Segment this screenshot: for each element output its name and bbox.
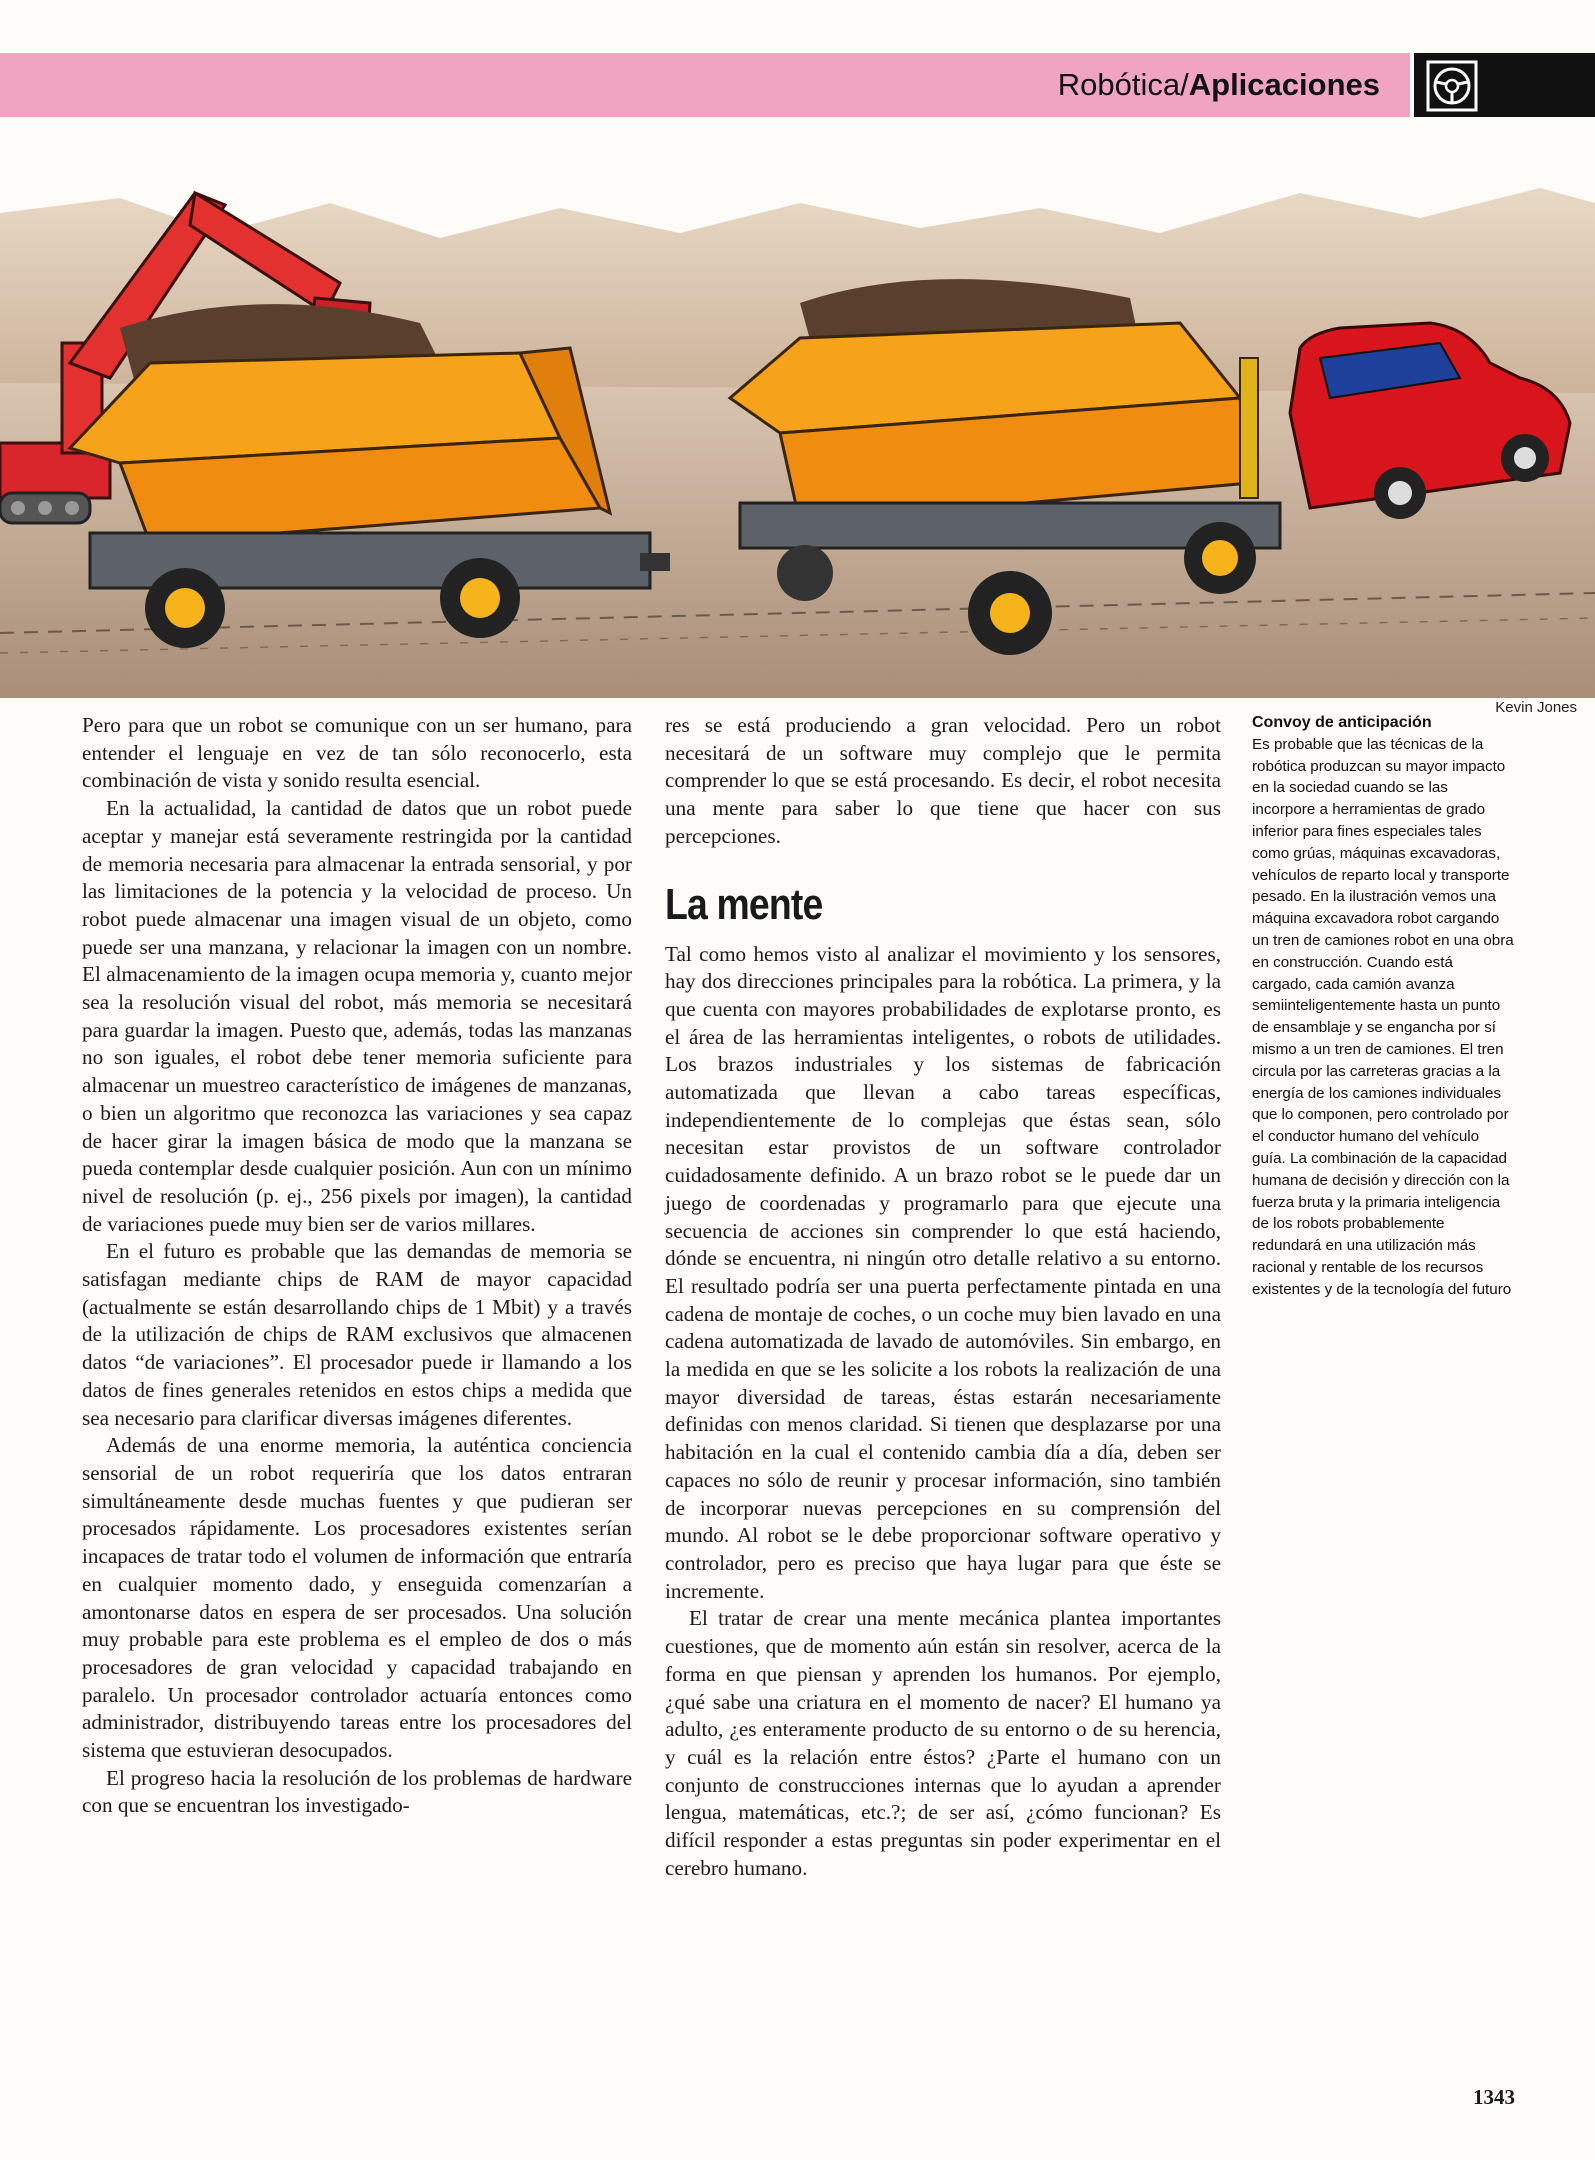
paragraph: El progreso hacia la resolución de los problemas de hardware con que se encuentran los investigado- [82,1765,632,1818]
paragraph: Tal como hemos visto al analizar el movimiento y los sensores, hay dos direcciones principales para la robótica. La primera, y la que cuenta con mayores probabilidades de explotarse pronto, es el área de las herramientas inteligentes, o robots de utilidades. Los brazos industriales y los sistemas de fabricación automatizada que llevan a cabo tareas específicas, independientemente de lo complejas que éstas sean, sólo necesitan estar provistos de un software controlador cuidadosamente definido. A un brazo robot se le puede dar un juego de coordenadas y programarlo para que ejecute una secuencia de acciones sin comprender lo que está haciendo, dónde se encuentra, ni ningún otro detalle relativo a su entorno. El resultado podría ser una puerta perfectamente pintada en una cadena de montaje de coches, o un coche muy bien lavado en una cadena automatizada de lavado de automóviles. Sin embargo, en la medida en que se les solicite a los robots la realización de una mayor diversidad de tareas, éstas estarán necesariamente definidas con menos claridad. Si tienen que desplazarse por una habitación en la cual el contenido cambia día a día, deben ser capaces no sólo de reunir y procesar información, sino también de incorporar nuevas percepciones en su comprensión del mundo. Al robot se le debe proporcionar software operativo y controlador, pero es preciso que haya lugar para que éste se incremente. [665,941,1221,1603]
paragraph: En la actualidad, la cantidad de datos que un robot puede aceptar y manejar está severamente restringida por la cantidad de memoria necesaria para almacenar la entrada sensorial, y por las limitaciones de la potencia y la velocidad de proceso. Un robot puede almacenar una imagen visual de un objeto, como puede ser una manzana, y relacionar la imagen con un nombre. El almacenamiento de la imagen ocupa memoria y, cuanto mejor sea la resolución visual del robot, más memoria se necesitará para guardar la imagen. Puesto que, además, todas las manzanas no son iguales, el robot debe tener memoria suficiente para almacenar un muestreo característico de imágenes de manzanas, o bien un algoritmo que reconozca las variaciones y sea capaz de hacer girar la imagen básica de modo que la manzana se pueda contemplar desde cualquier posición. Aun con un mínimo nivel de resolución (p. ej., 256 pixels por imagen), la cantidad de variaciones puede muy bien ser de varios millares. [82,796,632,1236]
page-number: 1343 [1473,2085,1515,2109]
paragraph: Además de una enorme memoria, la auténtica conciencia sensorial de un robot requeriría que los datos entraran simultáneamente desde muchas fuentes y que pudieran ser procesados rápidamente. Los procesadores existentes serían incapaces de tratar todo el volumen de información que entraría en cualquier momento dado, y enseguida comenzarían a amontonarse datos en espera de ser procesados. Una solución muy probable para este problema es el empleo de dos o más procesadores de gran velocidad y capacidad trabajando en paralelo. Un procesador controlador actuaría entonces como administrador, distribuyendo tareas entre los procesadores del sistema que estuvieran desocupados. [82,1433,632,1763]
header-icon-box [1414,53,1595,117]
caption-sidebar [1252,712,1514,1301]
section-heading: La mente [665,879,823,929]
paragraph: En el futuro es probable que las demandas de memoria se satisfagan mediante chips de RAM de mayor capacidad (actualmente se están desarrollando chips de 1 Mbit) y a través de la utilización de chips de RAM exclusivos que almacenen datos “de variaciones”. El procesador puede ir llamando a los datos de fines generales retenidos en estos chips a medida que sea necesario para clarificar diversas imágenes diferentes. [82,1239,632,1430]
section-header [1058,60,1380,110]
caption-text: Es probable que las técnicas de la robótica produzcan su mayor impacto en la sociedad cuando se las incorpore a herramientas de grado inferior para fines especiales tales como grúas, máquinas excavadoras, vehículos de reparto local y transporte pesado. En la ilustración vemos una máquina excavadora robot cargando un tren de camiones robot en una obra en construcción. Cuando está cargado, cada camión avanza semiinteligentemente hasta un punto de ensamblaje y se engancha por sí mismo a un tren de camiones. El tren circula por las carreteras gracias a la energía de los camiones individuales que lo componen, pero controlado por el conductor humano del vehículo guía. La combinación de la capacidad humana de decisión y dirección con la fuerza bruta y la primaria inteligencia de los robots probablemente redundará en una utilización más racional y rentable de los recursos existentes y de la tecnología del futuro [1252,735,1514,1298]
paragraph: Pero para que un robot se comunique con un ser humano, para entender el lenguaje en vez de tan sólo reconocerlo, esta combinación de vista y sonido resulta esencial. [82,713,632,793]
section-name: Robótica/ [1057,67,1189,102]
caption-title: Convoy de anticipación [1252,714,1432,731]
paragraph: res se está produciendo a gran velocidad. Pero un robot necesitará de un software muy complejo que le permita comprender lo que se está procesando. Es decir, el robot necesita una mente para saber lo que tiene que hacer con sus percepciones. [665,713,1221,848]
article-column-2 [665,712,1221,1882]
steering-wheel-icon [1424,58,1480,114]
convoy-illustration [0,163,1595,698]
subsection-name: Aplicaciones [1188,67,1380,102]
article-column-1 [82,712,632,1820]
illustration-credit: Kevin Jones [1495,699,1577,716]
paragraph: El tratar de crear una mente mecánica plantea importantes cuestiones, que de momento aún están sin resolver, acerca de la forma en que piensan y aprenden los humanos. Por ejemplo, ¿qué sabe una criatura en el momento de nacer? El humano ya adulto, ¿es enteramente producto de su entorno o de su herencia, y cuál es la relación entre éstos? ¿Parte el humano con un conjunto de construcciones internas que lo ayudan a aprender lengua, matemáticas, etc.?; de ser así, ¿cómo funcionan? Es difícil responder a estas preguntas sin poder experimentar en el cerebro humano. [665,1606,1221,1880]
